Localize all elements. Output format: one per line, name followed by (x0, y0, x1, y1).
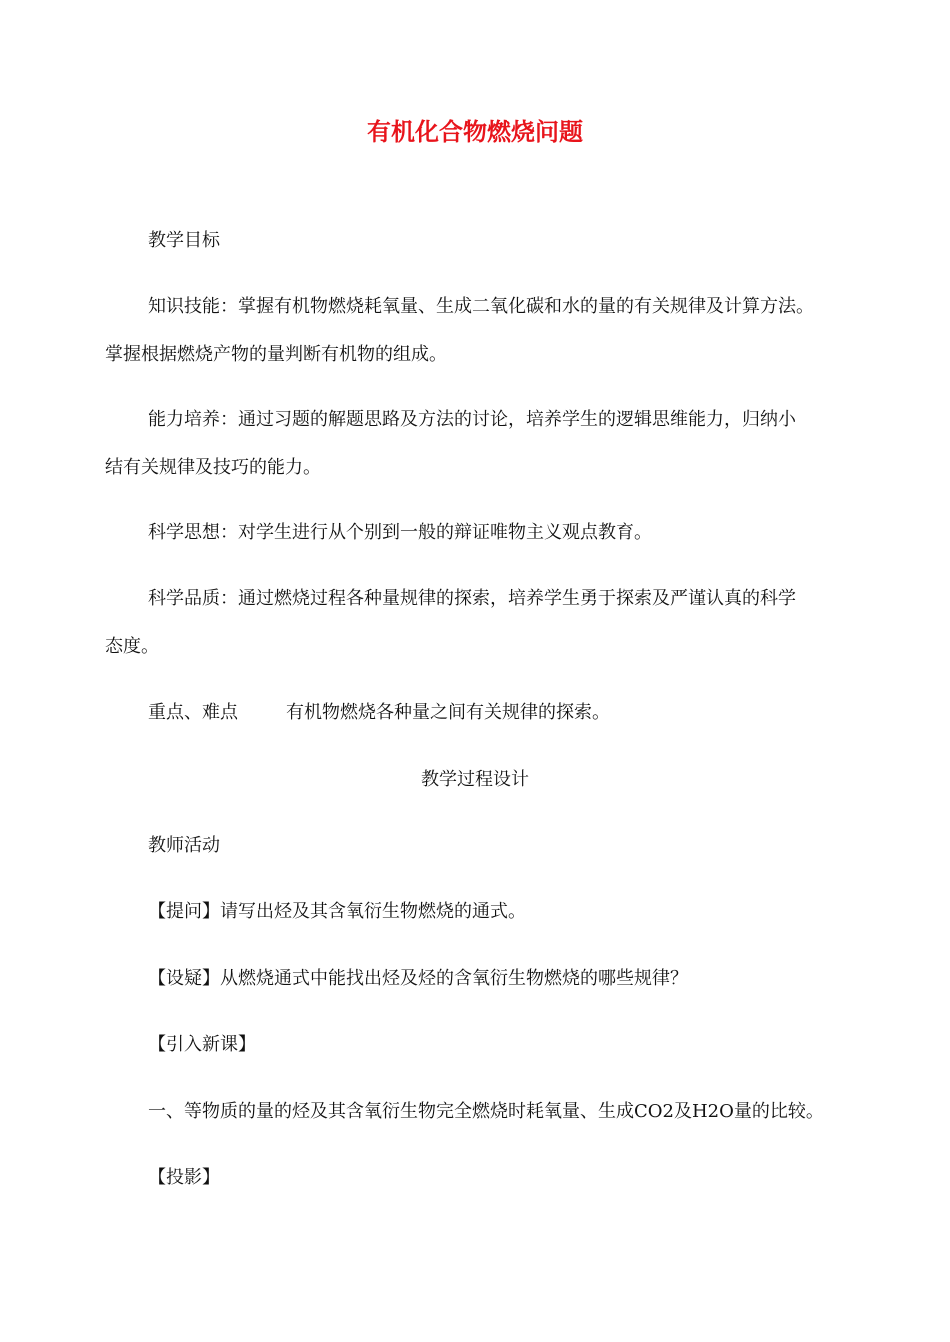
section-objectives: 教学目标 (148, 230, 220, 251)
question-line: 【提问】请写出烃及其含氧衍生物燃烧的通式。 (148, 901, 526, 922)
ability-line-2: 结有关规律及技巧的能力。 (105, 457, 321, 478)
teacher-activity: 教师活动 (148, 835, 220, 856)
ability-line-1: 能力培养：通过习题的解题思路及方法的讨论，培养学生的逻辑思维能力，归纳小 (148, 409, 796, 430)
key-points-text: 有机物燃烧各种量之间有关规律的探索。 (286, 702, 610, 723)
point-one-line: 一、等物质的量的烃及其含氧衍生物完全燃烧时耗氧量、生成CO2及H2O量的比较。 (148, 1101, 824, 1122)
quality-line-2: 态度。 (105, 636, 159, 657)
knowledge-line-2: 掌握根据燃烧产物的量判断有机物的组成。 (105, 344, 447, 365)
thinking-line: 科学思想：对学生进行从个别到一般的辩证唯物主义观点教育。 (148, 522, 652, 543)
key-points-line (148, 700, 610, 726)
knowledge-line-1: 知识技能：掌握有机物燃烧耗氧量、生成二氧化碳和水的量的有关规律及计算方法。 (148, 296, 814, 317)
process-heading: 教学过程设计 (421, 769, 529, 790)
document-title: 有机化合物燃烧问题 (367, 118, 583, 146)
quality-line-1: 科学品质：通过燃烧过程各种量规律的探索，培养学生勇于探索及严谨认真的科学 (148, 588, 796, 609)
key-points-label: 重点、难点 (148, 702, 238, 723)
doubt-line: 【设疑】从燃烧通式中能找出烃及烃的含氧衍生物燃烧的哪些规律？ (148, 968, 688, 989)
new-lesson-line: 【引入新课】 (148, 1034, 256, 1055)
projection-line: 【投影】 (148, 1167, 220, 1188)
